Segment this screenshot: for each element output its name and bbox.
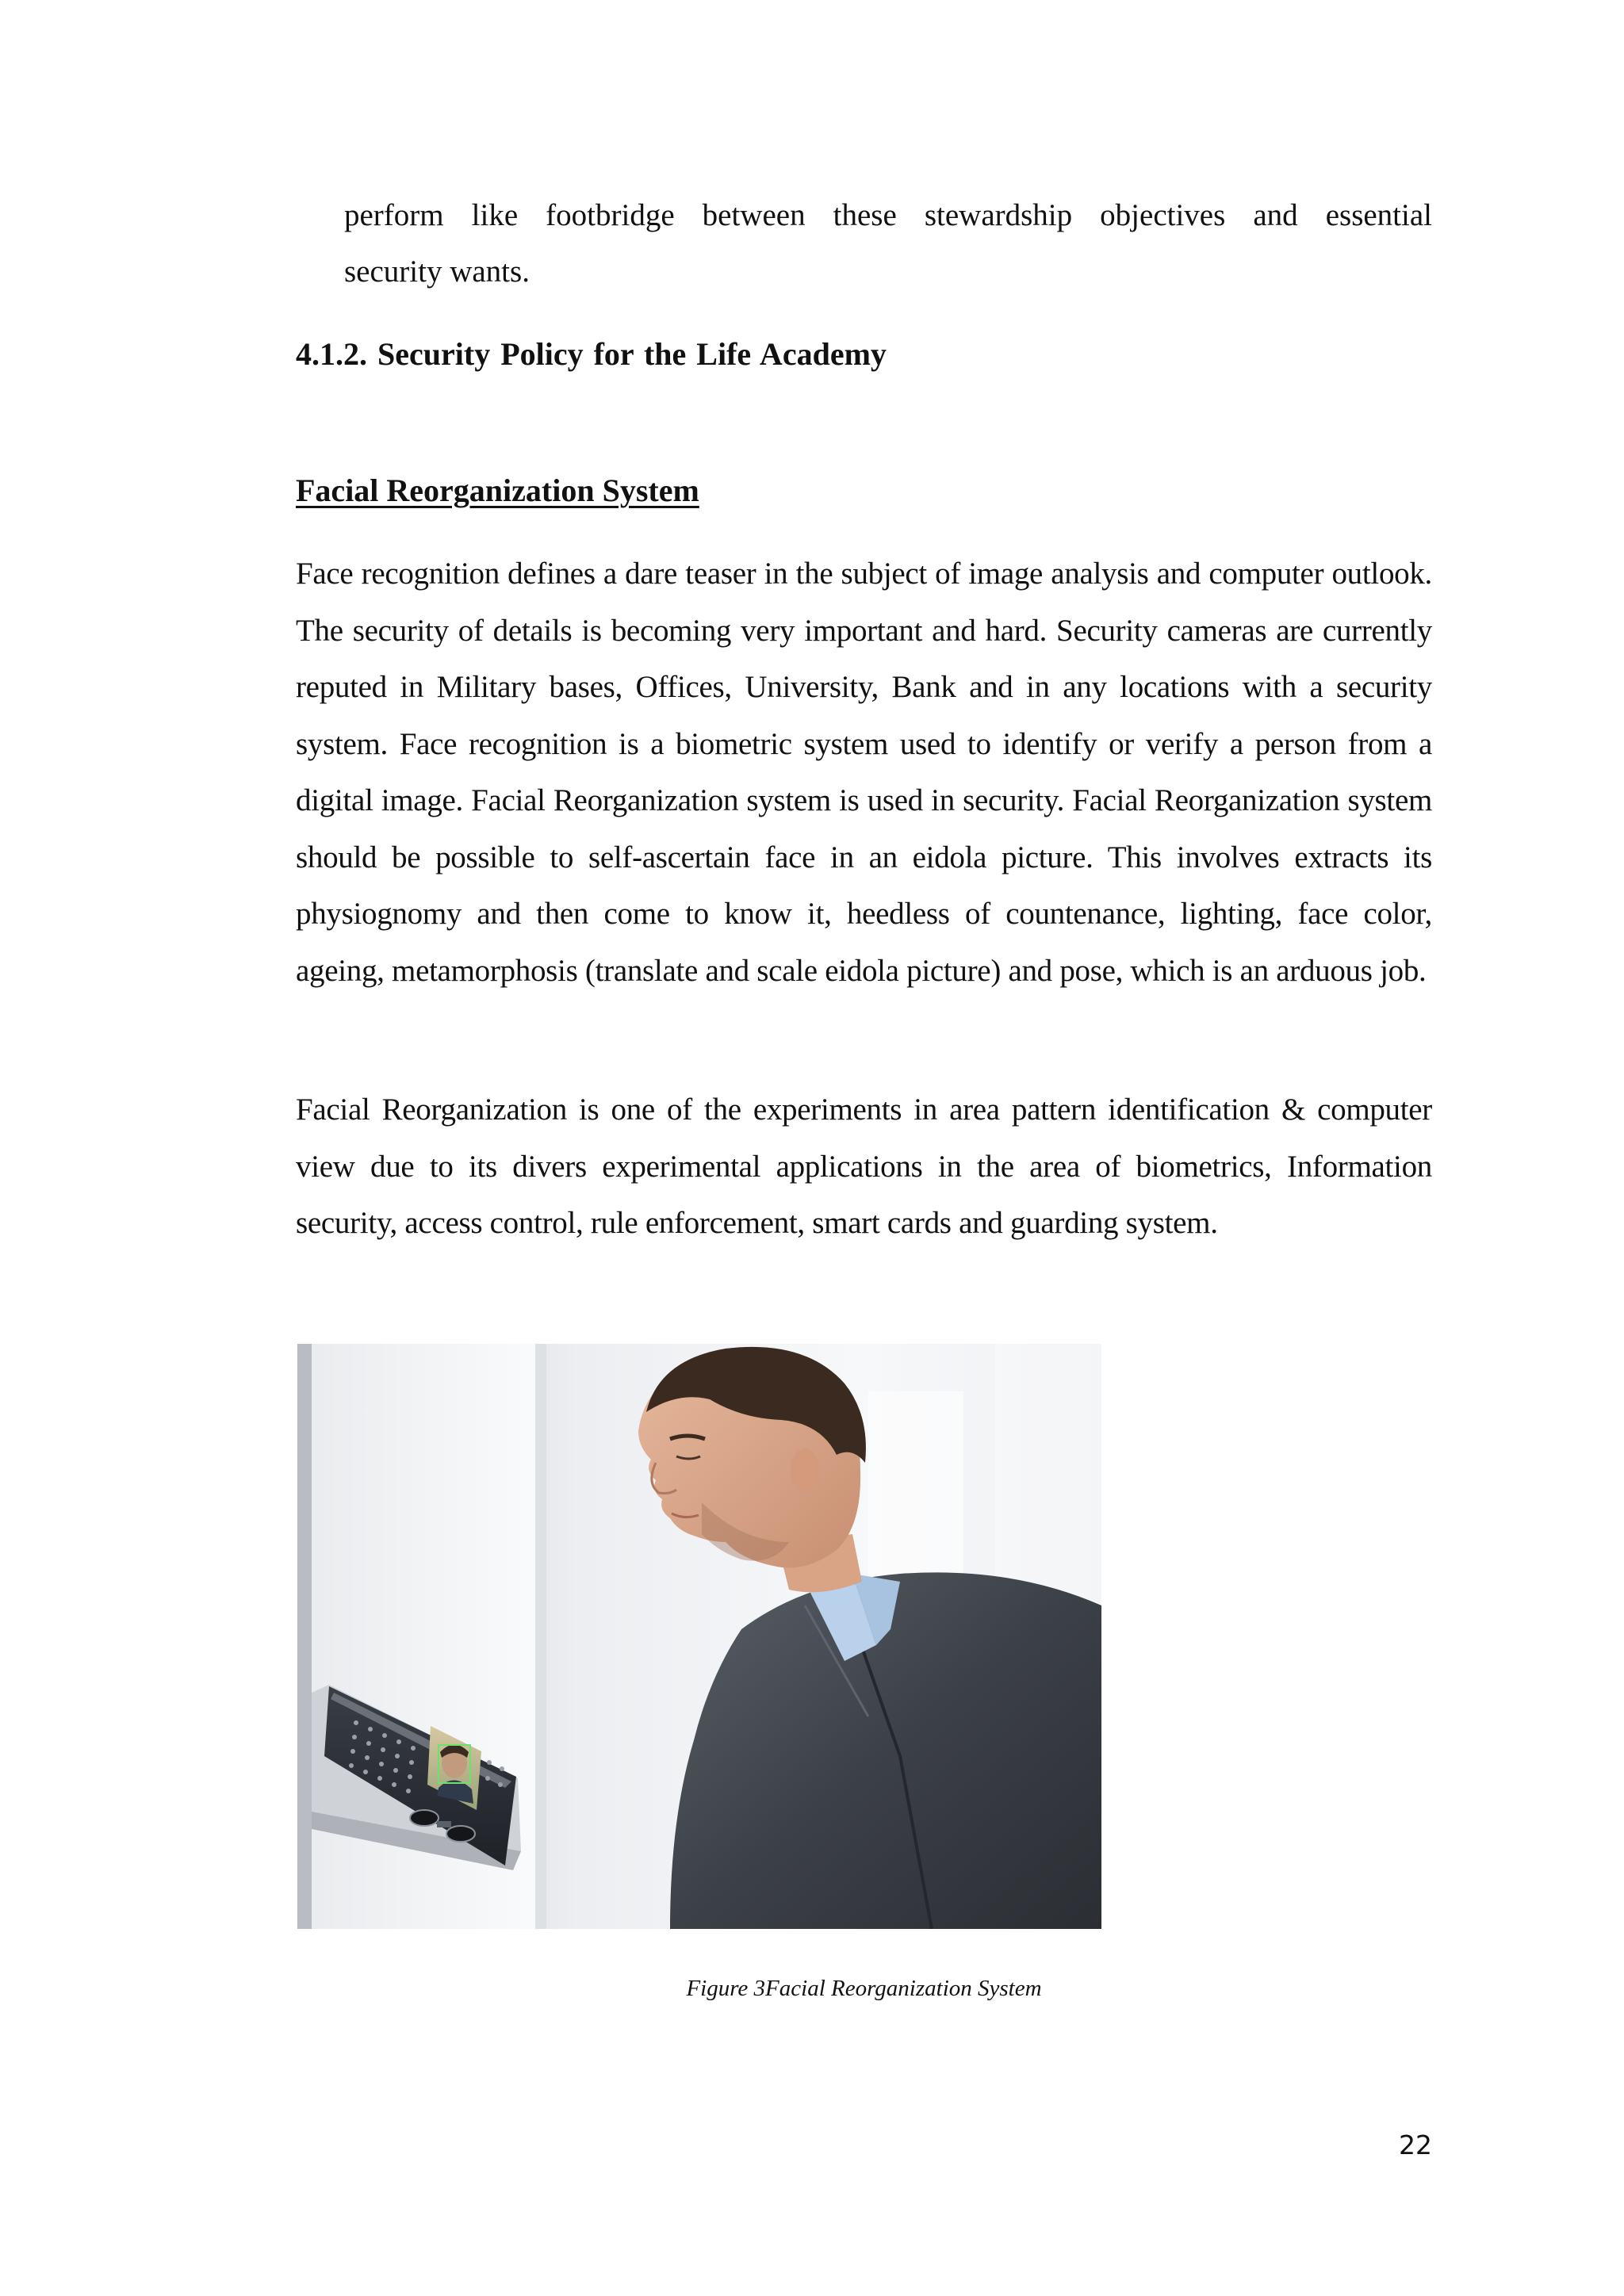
page-number: 22 (1399, 2130, 1432, 2160)
intro-line-2: security wants. (344, 254, 530, 289)
intro-line-1: perform like footbridge between these stewardship objectives and essential (344, 198, 1432, 232)
paragraph-2: Facial Reorganization is one of the experiments in area pattern identification & computer view due to its divers experimental applications in the area of biometrics, Information security, access control, rule enforcement, smart cards and guarding system. (296, 1093, 1432, 1240)
intro-continuation (344, 187, 1432, 300)
figure-photo (297, 1344, 1101, 1929)
sub-heading: Facial Reorganization System (296, 473, 699, 508)
paragraph-1: Face recognition defines a dare teaser in the subject of image analysis and computer outlook. The security of details is becoming very important and hard. Security cameras are currently reputed in Military bases, Offices, University, Bank and in any locations with a security system. Face recognition is a biometric system used to identify or verify a person from a digital image. Facial Reorganization system is used in security. Facial Reorganization system should be possible to self-ascertain face in an eidola picture. This involves extracts its physiognomy and then come to know it, heedless of countenance, lighting, face color, ageing, metamorphosis (translate and scale eidola picture) and pose, which is an arduous job. (296, 557, 1432, 988)
figure-caption: Figure 3Facial Reorganization System (686, 1976, 1042, 2001)
section-heading: 4.1.2. Security Policy for the Life Academy (296, 336, 887, 372)
